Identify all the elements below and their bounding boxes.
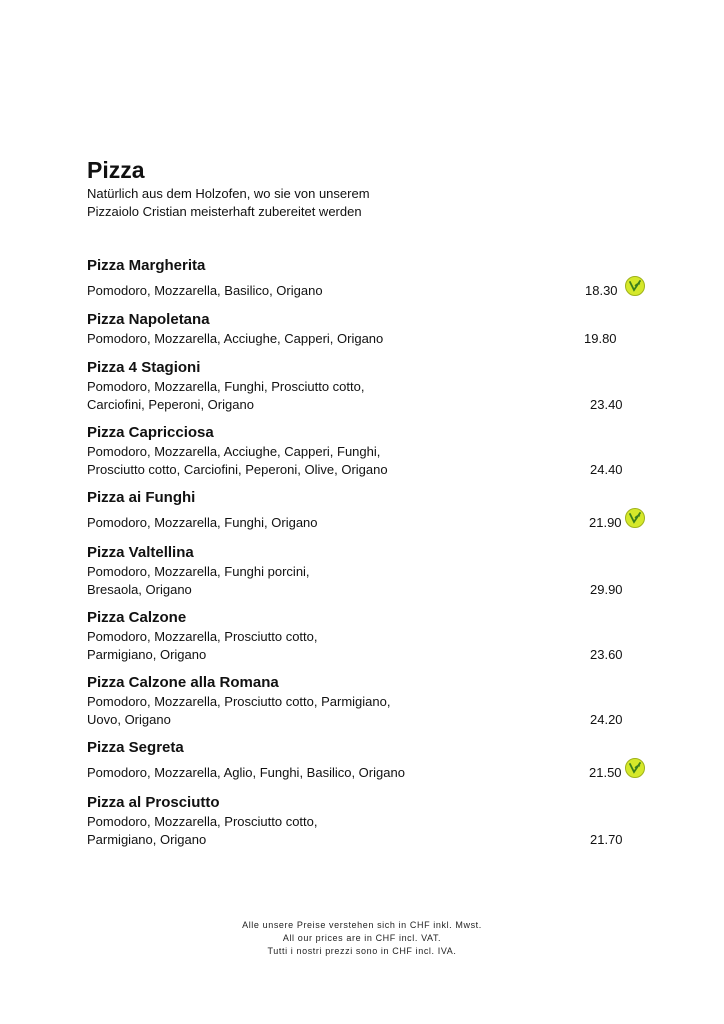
page-title: Pizza [87, 157, 145, 183]
item-description: Pomodoro, Mozzarella, Prosciutto cotto, [87, 629, 318, 644]
item-description: Bresaola, Origano [87, 582, 192, 597]
item-price: 21.70 [590, 832, 623, 847]
menu-item [87, 358, 647, 414]
menu-item [87, 488, 647, 532]
price-note-line: Tutti i nostri prezzi sono in CHF incl. IVA. [267, 946, 457, 956]
menu-item [87, 423, 647, 479]
item-price: 18.30 [585, 283, 618, 298]
item-name: Pizza al Prosciutto [87, 794, 220, 811]
item-description: Pomodoro, Mozzarella, Acciughe, Capperi, Funghi, [87, 444, 381, 459]
intro-line: Natürlich aus dem Holzofen, wo sie von unserem [87, 186, 370, 201]
item-name: Pizza Napoletana [87, 311, 210, 328]
item-description: Carciofini, Peperoni, Origano [87, 397, 254, 412]
item-description: Pomodoro, Mozzarella, Funghi porcini, [87, 564, 310, 579]
item-description: Prosciutto cotto, Carciofini, Peperoni, Olive, Origano [87, 462, 388, 477]
item-description: Pomodoro, Mozzarella, Prosciutto cotto, Parmigiano, [87, 694, 391, 709]
item-name: Pizza ai Funghi [87, 489, 196, 506]
menu-item [87, 608, 647, 664]
menu-item [87, 793, 647, 849]
item-name: Pizza Calzone alla Romana [87, 674, 279, 691]
item-name: Pizza 4 Stagioni [87, 359, 201, 376]
item-name: Pizza Capricciosa [87, 424, 214, 441]
menu-item [87, 673, 647, 729]
intro-line: Pizzaiolo Cristian meisterhaft zubereitet werden [87, 204, 362, 219]
item-price: 23.60 [590, 647, 623, 662]
intro-text [87, 185, 370, 221]
vegetarian-v-icon [625, 276, 645, 296]
vegetarian-v-icon [625, 758, 645, 778]
item-description: Pomodoro, Mozzarella, Basilico, Origano [87, 283, 323, 298]
price-note-line: All our prices are in CHF incl. VAT. [282, 933, 442, 943]
item-price: 21.50 [589, 765, 622, 780]
item-name: Pizza Margherita [87, 257, 206, 274]
item-description: Uovo, Origano [87, 712, 171, 727]
menu-item [87, 256, 647, 300]
item-price: 19.80 [584, 331, 617, 346]
item-description: Pomodoro, Mozzarella, Aglio, Funghi, Basilico, Origano [87, 765, 405, 780]
item-description: Parmigiano, Origano [87, 647, 207, 662]
menu-item [87, 738, 647, 782]
item-name: Pizza Segreta [87, 739, 184, 756]
item-description: Pomodoro, Mozzarella, Acciughe, Capperi, Origano [87, 331, 384, 346]
price-note-line: Alle unsere Preise verstehen sich in CHF inkl. Mwst. [242, 920, 482, 930]
vegetarian-v-icon [625, 508, 645, 528]
item-price: 29.90 [590, 582, 623, 597]
item-description: Pomodoro, Mozzarella, Prosciutto cotto, [87, 814, 318, 829]
item-price: 23.40 [590, 397, 623, 412]
item-price: 24.40 [590, 462, 623, 477]
item-description: Pomodoro, Mozzarella, Funghi, Prosciutto cotto, [87, 379, 365, 394]
menu-item [87, 543, 647, 599]
menu-item [87, 310, 647, 348]
item-name: Pizza Calzone [87, 609, 187, 626]
price-note [0, 919, 724, 958]
item-description: Parmigiano, Origano [87, 832, 207, 847]
item-description: Pomodoro, Mozzarella, Funghi, Origano [87, 515, 318, 530]
item-price: 21.90 [589, 515, 622, 530]
item-price: 24.20 [590, 712, 623, 727]
item-name: Pizza Valtellina [87, 544, 194, 561]
